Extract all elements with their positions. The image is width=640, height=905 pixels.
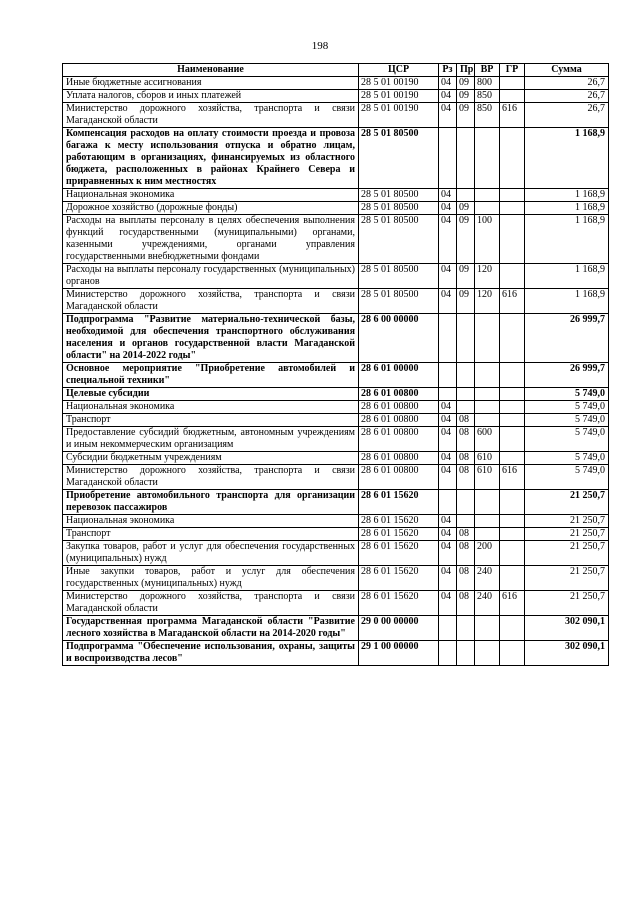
table-row [63, 103, 609, 128]
row-csr: 28 5 01 80500 [359, 264, 439, 289]
row-gr [500, 541, 525, 566]
row-gr: 616 [500, 591, 525, 616]
row-name: Иные бюджетные ассигнования [63, 77, 359, 90]
row-pr: 09 [457, 77, 475, 90]
row-name: Министерство дорожного хозяйства, транспорта и связи Магаданской области [63, 591, 359, 616]
table-row [63, 202, 609, 215]
row-csr: 28 5 01 80500 [359, 128, 439, 189]
row-name: Расходы на выплаты персоналу в целях обеспечения выполнения функций государственными (муниципальными) органами, казенными учреждениями, органами управления государственными внебюджетными фондами [63, 215, 359, 264]
header-name: Наименование [63, 64, 359, 77]
row-name: Закупка товаров, работ и услуг для обеспечения государственных (муниципальных) нужд [63, 541, 359, 566]
row-vr [475, 202, 500, 215]
row-name: Национальная экономика [63, 515, 359, 528]
row-vr [475, 128, 500, 189]
row-gr [500, 314, 525, 363]
row-pr [457, 616, 475, 641]
table-row [63, 363, 609, 388]
row-gr [500, 388, 525, 401]
row-csr: 28 5 01 00190 [359, 103, 439, 128]
row-rz [439, 490, 457, 515]
row-sum: 26,7 [525, 103, 609, 128]
row-csr: 28 6 01 15620 [359, 490, 439, 515]
row-gr [500, 189, 525, 202]
row-gr [500, 616, 525, 641]
row-name: Расходы на выплаты персоналу государственных (муниципальных) органов [63, 264, 359, 289]
table-row [63, 490, 609, 515]
row-csr: 28 5 01 80500 [359, 202, 439, 215]
row-vr [475, 189, 500, 202]
row-csr: 28 6 01 00800 [359, 452, 439, 465]
row-vr [475, 490, 500, 515]
row-sum: 5 749,0 [525, 388, 609, 401]
row-gr [500, 363, 525, 388]
table-row [63, 515, 609, 528]
row-gr [500, 90, 525, 103]
row-gr [500, 128, 525, 189]
row-sum: 26 999,7 [525, 363, 609, 388]
row-rz: 04 [439, 414, 457, 427]
row-vr [475, 363, 500, 388]
row-pr [457, 363, 475, 388]
row-pr: 08 [457, 541, 475, 566]
row-pr: 09 [457, 202, 475, 215]
row-csr: 28 6 01 00800 [359, 414, 439, 427]
row-vr [475, 528, 500, 541]
table-row [63, 128, 609, 189]
row-vr: 610 [475, 465, 500, 490]
table-row [63, 90, 609, 103]
row-csr: 28 5 01 00190 [359, 90, 439, 103]
row-sum: 5 749,0 [525, 427, 609, 452]
row-gr [500, 528, 525, 541]
row-csr: 28 6 01 15620 [359, 566, 439, 591]
row-sum: 5 749,0 [525, 414, 609, 427]
row-vr: 240 [475, 566, 500, 591]
row-name: Дорожное хозяйство (дорожные фонды) [63, 202, 359, 215]
row-gr [500, 401, 525, 414]
row-sum: 26,7 [525, 77, 609, 90]
row-csr: 28 5 01 80500 [359, 215, 439, 264]
row-name: Компенсация расходов на оплату стоимости проезда и провоза багажа к месту использования отпуска и обратно лицам, работающим в организациях, финансируемых из областного бюджета, расположенных в районах Крайнего Севера и приравненных к ним местностях [63, 128, 359, 189]
row-gr [500, 452, 525, 465]
row-pr: 09 [457, 289, 475, 314]
row-csr: 28 6 00 00000 [359, 314, 439, 363]
row-name: Приобретение автомобильного транспорта для организации перевозок пассажиров [63, 490, 359, 515]
row-pr: 09 [457, 90, 475, 103]
row-csr: 28 6 01 00800 [359, 427, 439, 452]
header-sum: Сумма [525, 64, 609, 77]
row-gr: 616 [500, 465, 525, 490]
row-sum: 1 168,9 [525, 128, 609, 189]
row-rz: 04 [439, 515, 457, 528]
table-row [63, 314, 609, 363]
row-sum: 1 168,9 [525, 202, 609, 215]
budget-table [62, 63, 609, 666]
table-row [63, 414, 609, 427]
row-rz: 04 [439, 215, 457, 264]
row-sum: 5 749,0 [525, 465, 609, 490]
row-pr: 09 [457, 264, 475, 289]
table-row [63, 528, 609, 541]
row-csr: 28 6 01 00800 [359, 401, 439, 414]
row-vr: 850 [475, 90, 500, 103]
row-pr: 08 [457, 414, 475, 427]
row-vr: 610 [475, 452, 500, 465]
row-name: Государственная программа Магаданской области "Развитие лесного хозяйства в Магаданской области на 2014-2020 годы" [63, 616, 359, 641]
row-sum: 1 168,9 [525, 264, 609, 289]
row-sum: 21 250,7 [525, 515, 609, 528]
row-pr [457, 641, 475, 666]
row-pr: 08 [457, 591, 475, 616]
row-name: Подпрограмма "Обеспечение использования, охраны, защиты и воспроизводства лесов" [63, 641, 359, 666]
row-name: Транспорт [63, 414, 359, 427]
row-rz: 04 [439, 465, 457, 490]
table-row [63, 388, 609, 401]
table-row [63, 566, 609, 591]
row-vr [475, 388, 500, 401]
table-row [63, 641, 609, 666]
row-rz: 04 [439, 90, 457, 103]
row-name: Иные закупки товаров, работ и услуг для обеспечения государственных (муниципальных) нужд [63, 566, 359, 591]
row-rz [439, 641, 457, 666]
row-name: Уплата налогов, сборов и иных платежей [63, 90, 359, 103]
row-gr [500, 490, 525, 515]
row-name: Подпрограмма "Развитие материально-технической базы, необходимой для обеспечения транспортного обслуживания населения и органов государственной власти Магаданской области" на 2014-2022 годы" [63, 314, 359, 363]
row-sum: 26,7 [525, 90, 609, 103]
row-rz: 04 [439, 189, 457, 202]
header-pr: Пр [457, 64, 475, 77]
row-vr [475, 515, 500, 528]
table-header-row [63, 64, 609, 77]
row-gr: 616 [500, 103, 525, 128]
page-number: 198 [311, 40, 329, 52]
row-vr: 120 [475, 289, 500, 314]
table-row [63, 289, 609, 314]
row-vr: 200 [475, 541, 500, 566]
row-csr: 28 6 01 15620 [359, 515, 439, 528]
row-pr [457, 401, 475, 414]
row-sum: 21 250,7 [525, 541, 609, 566]
table-row [63, 77, 609, 90]
row-pr [457, 515, 475, 528]
row-gr [500, 414, 525, 427]
row-gr [500, 202, 525, 215]
table-row [63, 541, 609, 566]
row-vr [475, 314, 500, 363]
row-name: Министерство дорожного хозяйства, транспорта и связи Магаданской области [63, 103, 359, 128]
row-pr [457, 128, 475, 189]
row-vr: 120 [475, 264, 500, 289]
row-gr [500, 264, 525, 289]
row-vr: 800 [475, 77, 500, 90]
row-csr: 28 5 01 80500 [359, 189, 439, 202]
table-row [63, 215, 609, 264]
row-vr: 100 [475, 215, 500, 264]
row-gr [500, 77, 525, 90]
row-vr: 600 [475, 427, 500, 452]
row-rz [439, 388, 457, 401]
row-rz: 04 [439, 591, 457, 616]
row-rz: 04 [439, 202, 457, 215]
header-rz: Рз [439, 64, 457, 77]
row-sum: 21 250,7 [525, 490, 609, 515]
row-csr: 28 6 01 15620 [359, 541, 439, 566]
row-pr: 08 [457, 566, 475, 591]
row-gr [500, 515, 525, 528]
row-sum: 1 168,9 [525, 215, 609, 264]
row-name: Основное мероприятие "Приобретение автомобилей и специальной техники" [63, 363, 359, 388]
row-csr: 28 5 01 80500 [359, 289, 439, 314]
row-rz: 04 [439, 541, 457, 566]
row-gr [500, 566, 525, 591]
row-vr: 240 [475, 591, 500, 616]
row-rz: 04 [439, 289, 457, 314]
row-csr: 28 6 01 00800 [359, 388, 439, 401]
row-csr: 28 6 01 15620 [359, 591, 439, 616]
row-vr [475, 401, 500, 414]
row-pr [457, 388, 475, 401]
row-name: Министерство дорожного хозяйства, транспорта и связи Магаданской области [63, 289, 359, 314]
row-vr [475, 641, 500, 666]
row-sum: 21 250,7 [525, 591, 609, 616]
row-rz [439, 363, 457, 388]
row-pr: 08 [457, 452, 475, 465]
row-rz [439, 314, 457, 363]
row-name: Национальная экономика [63, 401, 359, 414]
row-sum: 21 250,7 [525, 566, 609, 591]
table-row [63, 452, 609, 465]
row-rz [439, 128, 457, 189]
table-row [63, 189, 609, 202]
row-name: Субсидии бюджетным учреждениям [63, 452, 359, 465]
row-rz: 04 [439, 528, 457, 541]
table-row [63, 616, 609, 641]
row-sum: 21 250,7 [525, 528, 609, 541]
row-csr: 28 6 01 00000 [359, 363, 439, 388]
table-row [63, 264, 609, 289]
row-name: Целевые субсидии [63, 388, 359, 401]
row-rz: 04 [439, 452, 457, 465]
row-vr [475, 616, 500, 641]
row-rz: 04 [439, 566, 457, 591]
row-sum: 26 999,7 [525, 314, 609, 363]
row-csr: 29 0 00 00000 [359, 616, 439, 641]
header-csr: ЦСР [359, 64, 439, 77]
row-pr: 09 [457, 215, 475, 264]
row-rz: 04 [439, 427, 457, 452]
row-sum: 1 168,9 [525, 189, 609, 202]
row-pr: 08 [457, 528, 475, 541]
table-row [63, 465, 609, 490]
table-row [63, 427, 609, 452]
row-csr: 28 5 01 00190 [359, 77, 439, 90]
row-gr [500, 641, 525, 666]
row-csr: 29 1 00 00000 [359, 641, 439, 666]
row-name: Предоставление субсидий бюджетным, автономным учреждениям и иным некоммерческим организациям [63, 427, 359, 452]
row-rz: 04 [439, 264, 457, 289]
table-row [63, 401, 609, 414]
row-pr: 08 [457, 427, 475, 452]
table-row [63, 591, 609, 616]
row-pr [457, 490, 475, 515]
row-vr [475, 414, 500, 427]
row-sum: 302 090,1 [525, 616, 609, 641]
header-gr: ГР [500, 64, 525, 77]
row-sum: 5 749,0 [525, 452, 609, 465]
row-rz [439, 616, 457, 641]
row-csr: 28 6 01 00800 [359, 465, 439, 490]
row-rz: 04 [439, 77, 457, 90]
row-rz: 04 [439, 401, 457, 414]
row-vr: 850 [475, 103, 500, 128]
row-gr: 616 [500, 289, 525, 314]
row-pr: 08 [457, 465, 475, 490]
row-sum: 5 749,0 [525, 401, 609, 414]
row-csr: 28 6 01 15620 [359, 528, 439, 541]
row-name: Национальная экономика [63, 189, 359, 202]
row-pr [457, 314, 475, 363]
row-gr [500, 427, 525, 452]
row-name: Министерство дорожного хозяйства, транспорта и связи Магаданской области [63, 465, 359, 490]
row-pr [457, 189, 475, 202]
row-name: Транспорт [63, 528, 359, 541]
row-sum: 1 168,9 [525, 289, 609, 314]
row-sum: 302 090,1 [525, 641, 609, 666]
row-rz: 04 [439, 103, 457, 128]
header-vr: ВР [475, 64, 500, 77]
row-gr [500, 215, 525, 264]
row-pr: 09 [457, 103, 475, 128]
